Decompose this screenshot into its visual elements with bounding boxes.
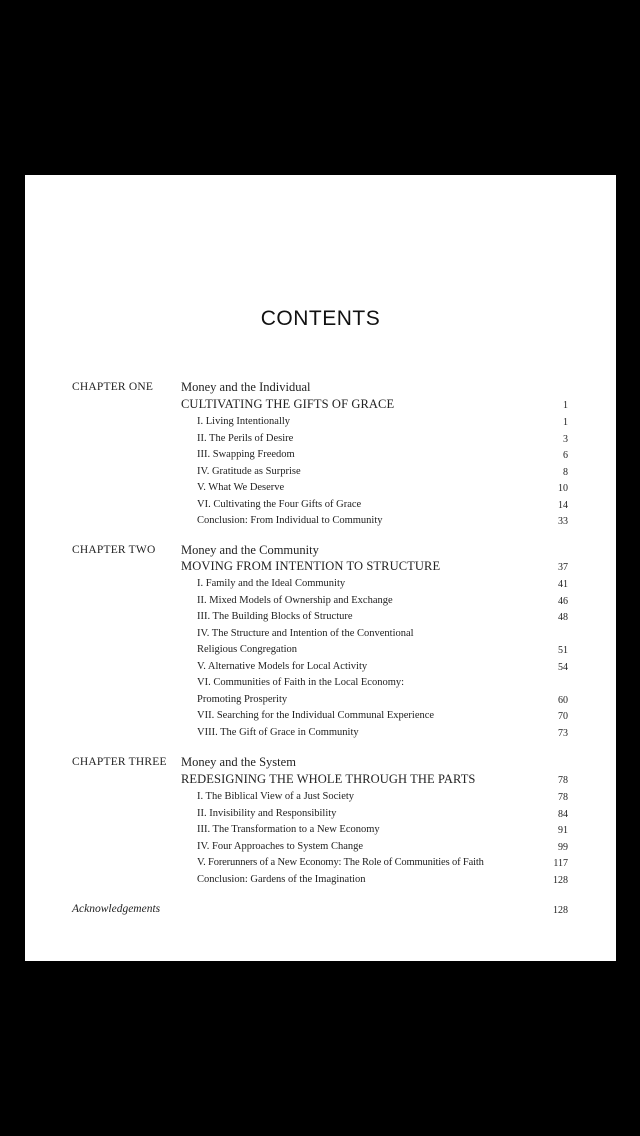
toc-item-text: II. Mixed Models of Ownership and Exchange bbox=[197, 594, 393, 606]
toc-page-number: 1 bbox=[563, 417, 568, 428]
toc-item[interactable] bbox=[25, 513, 616, 529]
toc-page-number: 70 bbox=[558, 711, 568, 722]
toc-page-number: 73 bbox=[558, 727, 568, 739]
chapter-label: CHAPTER TWO bbox=[72, 544, 156, 556]
chapter-label: CHAPTER ONE bbox=[72, 381, 154, 393]
toc-heading-text: REDESIGNING THE WHOLE THROUGH THE PARTS bbox=[181, 772, 476, 786]
toc-item[interactable] bbox=[25, 414, 616, 430]
toc-item-text: V. Alternative Models for Local Activity bbox=[197, 660, 368, 672]
toc-page-number: 14 bbox=[558, 499, 568, 511]
toc-item[interactable] bbox=[25, 789, 616, 805]
toc-item[interactable] bbox=[25, 692, 616, 708]
toc-page-number: 117 bbox=[553, 858, 568, 869]
toc-item-text: V. Forerunners of a New Economy: The Role of Communities of Faith bbox=[197, 857, 484, 868]
toc-item-text: II. Invisibility and Responsibility bbox=[197, 807, 337, 819]
toc-heading-text: MOVING FROM INTENTION TO STRUCTURE bbox=[181, 559, 441, 573]
toc-page-number: 78 bbox=[558, 792, 568, 803]
chapter-subject: Money and the Individual bbox=[181, 380, 311, 394]
toc-page-number: 3 bbox=[563, 433, 568, 445]
toc-item-text: VIII. The Gift of Grace in Community bbox=[197, 726, 359, 738]
toc-item-text: Religious Congregation bbox=[197, 644, 298, 655]
toc-item-text: III. The Building Blocks of Structure bbox=[197, 611, 353, 622]
chapter-subject: Money and the System bbox=[181, 755, 296, 769]
toc-page-number: 6 bbox=[563, 450, 568, 461]
toc-page-number: 37 bbox=[558, 562, 568, 573]
chapter-label: CHAPTER THREE bbox=[72, 756, 167, 768]
toc-item-text: Conclusion: Gardens of the Imagination bbox=[197, 873, 366, 885]
toc-item[interactable] bbox=[25, 659, 616, 675]
toc-item[interactable] bbox=[25, 447, 616, 463]
toc-item[interactable] bbox=[25, 675, 616, 691]
toc-page-number: 84 bbox=[558, 808, 568, 820]
toc-item[interactable] bbox=[25, 855, 616, 871]
toc-heading[interactable] bbox=[25, 559, 616, 575]
toc-item[interactable] bbox=[25, 626, 616, 642]
toc-item-text: VI. Communities of Faith in the Local Economy: bbox=[197, 677, 405, 688]
toc-page-number: 1 bbox=[563, 400, 568, 411]
toc-page-number: 8 bbox=[563, 466, 568, 478]
toc-page-number: 54 bbox=[558, 661, 568, 673]
toc-item[interactable] bbox=[25, 576, 616, 592]
toc-item-text: I. Family and the Ideal Community bbox=[197, 578, 346, 589]
toc-page-number: 128 bbox=[553, 905, 568, 916]
toc-item-text: Promoting Prosperity bbox=[197, 693, 288, 705]
toc-page-number: 78 bbox=[558, 775, 568, 786]
toc-item-text: IV. The Structure and Intention of the Conventional bbox=[197, 627, 414, 639]
toc-page-number: 33 bbox=[558, 516, 568, 527]
chapter-subject: Money and the Community bbox=[181, 543, 319, 557]
toc-item[interactable] bbox=[25, 480, 616, 496]
page-title: CONTENTS bbox=[260, 307, 381, 330]
book-page bbox=[25, 175, 616, 961]
toc-page-number: 10 bbox=[558, 483, 568, 494]
acknowledgements-link[interactable]: Acknowledgements bbox=[72, 903, 161, 915]
toc-item[interactable] bbox=[25, 822, 616, 838]
toc-page-number: 48 bbox=[558, 612, 568, 623]
toc-item-text: IV. Four Approaches to System Change bbox=[197, 840, 364, 852]
toc-item-text: Conclusion: From Individual to Community bbox=[197, 515, 383, 526]
toc-item[interactable] bbox=[25, 725, 616, 741]
toc-page-number: 51 bbox=[558, 645, 568, 656]
toc-page-number: 41 bbox=[558, 579, 568, 590]
toc-item[interactable] bbox=[25, 839, 616, 855]
toc-page-number: 60 bbox=[558, 694, 568, 706]
toc-item-text: IV. Gratitude as Surprise bbox=[197, 465, 301, 477]
toc-item-text: II. The Perils of Desire bbox=[197, 432, 294, 444]
toc-page-number: 46 bbox=[558, 595, 568, 607]
toc-item[interactable] bbox=[25, 497, 616, 513]
toc-item[interactable] bbox=[25, 872, 616, 888]
toc-item[interactable] bbox=[25, 431, 616, 447]
toc-item-text: VII. Searching for the Individual Communal Experience bbox=[197, 710, 435, 721]
toc-page-number: 128 bbox=[553, 874, 568, 886]
toc-heading[interactable] bbox=[25, 397, 616, 413]
toc-item[interactable] bbox=[25, 642, 616, 658]
toc-item-text: III. The Transformation to a New Economy bbox=[197, 824, 380, 835]
toc-page-number: 91 bbox=[558, 825, 568, 836]
toc-item[interactable] bbox=[25, 464, 616, 480]
toc-heading[interactable] bbox=[25, 772, 616, 788]
toc-item-text: V. What We Deserve bbox=[197, 482, 285, 493]
toc-item[interactable] bbox=[25, 708, 616, 724]
toc-item[interactable] bbox=[25, 806, 616, 822]
toc-item-text: I. Living Intentionally bbox=[197, 416, 291, 427]
toc-heading-text: CULTIVATING THE GIFTS OF GRACE bbox=[181, 397, 395, 411]
toc-item-text: I. The Biblical View of a Just Society bbox=[197, 791, 355, 802]
toc-item-text: III. Swapping Freedom bbox=[197, 449, 295, 460]
toc-item-text: VI. Cultivating the Four Gifts of Grace bbox=[197, 498, 362, 510]
toc-item[interactable] bbox=[25, 593, 616, 609]
toc-item[interactable] bbox=[25, 609, 616, 625]
toc-page-number: 99 bbox=[558, 841, 568, 853]
